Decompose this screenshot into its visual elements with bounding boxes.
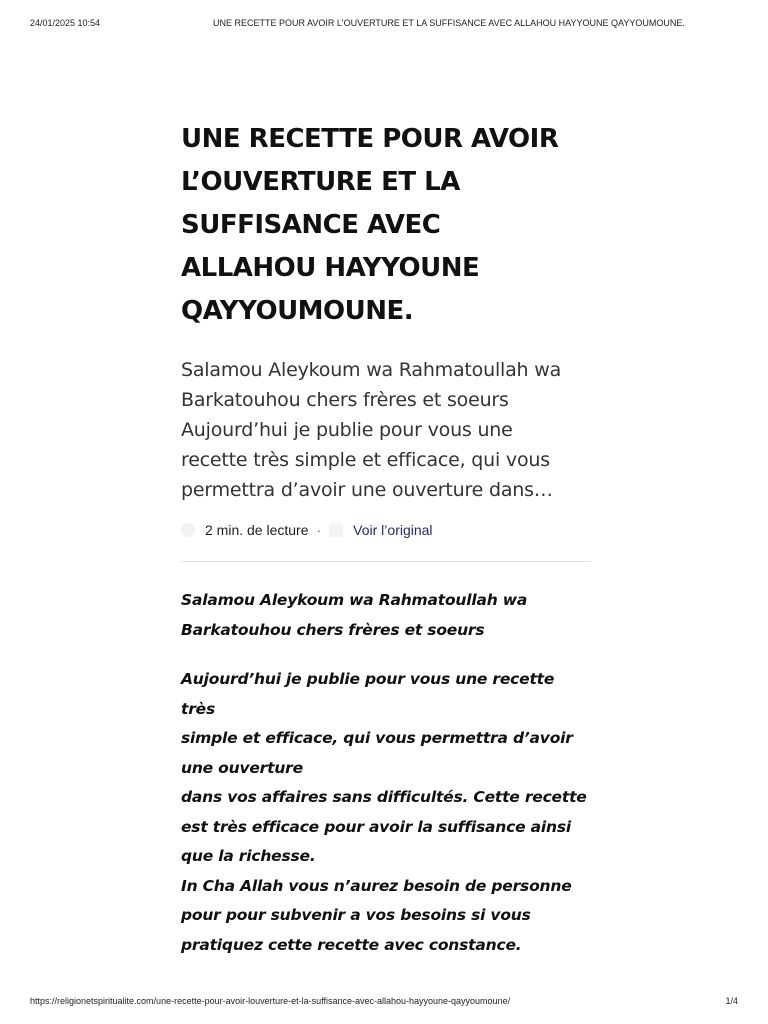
summary-line: Salamou Aleykoum wa Rahmatoullah wa [181,359,562,381]
paragraph-line: Salamou Aleykoum wa Rahmatoullah wa [181,591,528,609]
paragraph-line: Aujourd’hui je publie pour vous une recette très [181,670,555,718]
article-title [181,118,591,333]
article-title-line: SUFFISANCE AVEC [181,210,441,240]
paragraph-line: que la richesse. [181,847,316,865]
print-datetime: 24/01/2025 10:54 [30,18,101,28]
article-title-line: L’OUVERTURE ET LA [181,167,460,197]
print-header [30,18,738,28]
divider [181,561,591,562]
print-footer [30,996,738,1006]
summary-line: recette très simple et efficace, qui vous [181,449,550,471]
paragraph [181,665,591,960]
article-body [181,586,591,960]
external-link-icon [329,523,343,537]
paragraph-line: In Cha Allah vous n’aurez besoin de personne [181,876,572,895]
print-page-title: UNE RECETTE POUR AVOIR L'OUVERTURE ET LA SUFFISANCE AVEC ALLAHOU HAYYOUNE QAYYOUMOUNE. [213,18,685,28]
paragraph-line: simple et efficace, qui vous permettra d’avoir [181,729,573,747]
view-original-link[interactable]: Voir l’original [353,522,433,538]
article-title-line: ALLAHOU HAYYOUNE [181,253,480,283]
article-title-line: QAYYOUMOUNE. [181,296,414,326]
article-meta [181,519,591,541]
paragraph-line: une ouverture [181,758,303,777]
paragraph-line: Barkatouhou chers frères et soeurs [181,620,485,639]
paragraph-line: pour pour subvenir a vos besoins si vous [181,906,531,924]
article-title-line: UNE RECETTE POUR AVOIR [181,124,559,154]
page-number: 1/4 [725,996,738,1006]
article-summary [181,355,591,505]
clock-icon [181,523,195,537]
summary-line: Aujourd’hui je publie pour vous une [181,419,513,441]
paragraph-line: est très efficace pour avoir la suffisance ainsi [181,817,571,836]
summary-line: permettra d’avoir une ouverture dans… [181,479,553,501]
paragraph-line: dans vos affaires sans difficultés. Cette recette [181,788,587,806]
meta-separator: · [316,522,322,538]
paragraph-line: pratiquez cette recette avec constance. [181,935,522,954]
print-url[interactable]: https://religionetspiritualite.com/une-recette-pour-avoir-louverture-et-la-suffisance-avec-allahou-hayyoune-qayyoumoune/ [30,996,511,1006]
reading-time: 2 min. de lecture [205,522,309,538]
summary-line: Barkatouhou chers frères et soeurs [181,389,509,411]
article [181,118,591,980]
paragraph [181,586,591,645]
